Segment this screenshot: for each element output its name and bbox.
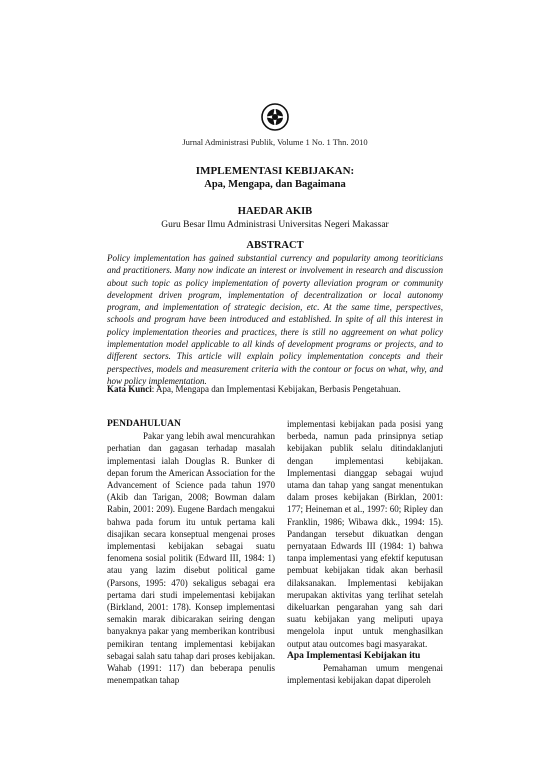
- right-column-paragraph: implementasi kebijakan pada posisi yang berbeda, namun pada prinsipnya setiap kebijakan publik selalu ditindaklanjuti dengan implementasi kebijakan. Implementasi dianggap sebagai wujud utama dan tahap yang sangat menentukan dalam proses kebijakan (Birklan, 2001: 177; Heineman et al., 1997: 60; Ripley dan Franklin, 1986; Wibawa dkk., 1994: 15). Pandangan tersebut dikuatkan dengan pernyataan Edwards III (1984: 1) bahwa tanpa implementasi yang efektif keputusan pembuat kebijakan tidak akan berhasil dilaksanakan. Implementasi kebijakan merupakan aktivitas yang terlihat setelah dikeluarkan pengarahan yang sah dari suatu kebijakan yang meliputi upaya mengelola input untuk menghasilkan output atau outcomes bagi masyarakat.: [287, 419, 443, 649]
- right-column: [287, 418, 443, 686]
- keywords-text: : Apa, Mengapa dan Implementasi Kebijakan, Berbasis Pengetahuan.: [151, 384, 401, 394]
- paper-title: IMPLEMENTASI KEBIJAKAN:: [195, 165, 355, 177]
- keywords: [107, 384, 467, 394]
- journal-logo-icon: [260, 102, 290, 132]
- section-heading-apa-implementasi: Apa Implementasi Kebijakan itu: [287, 650, 421, 661]
- journal-header: Jurnal Administrasi Publik, Volume 1 No. 1 Thn. 2010: [182, 137, 368, 147]
- right-column-paragraph-2: Pemahaman umum mengenai implementasi kebijakan dapat diperoleh: [287, 663, 443, 686]
- abstract-text: Policy implementation has gained substantial currency and popularity among teoriticians and practitioners. Many now indicate an interest or involvement in research and discussion about such topic as policy implementation of poverty alleviation program or community development driven program, implementation of decentralization or local autonomy program, and implementation of strategic decision, etc. At the same time, perspectives, schools and program have been introduced and established. In spite of all this interest in policy implementation theories and practices, there is still no aggreement on what policy implementation model applicable to all kinds of development programs or projects, and to different sectors. This article will explain policy implementation concepts and their perspectives, models and measurement criteria with the contour or focus on what, why, and how policy implementation.: [107, 253, 443, 386]
- left-column: [107, 418, 275, 686]
- section-heading-pendahuluan: PENDAHULUAN: [107, 419, 181, 429]
- author-name: HAEDAR AKIB: [237, 206, 313, 217]
- keywords-label: Kata Kunci: [107, 384, 152, 394]
- abstract-heading: ABSTRACT: [246, 240, 304, 251]
- author-affiliation: Guru Besar Ilmu Administrasi Universitas Negeri Makassar: [161, 220, 389, 230]
- left-column-paragraph: Pakar yang lebih awal mencurahkan perhatian dan gagasan terhadap masalah implementasi ialah Douglas R. Bunker di depan forum the American Association for the Advancement of Science pada tahun 1970 (Akib dan Tarigan, 2008; Bowman dalam Rabin, 2001: 209). Eugene Bardach mengakui bahwa pada forum itu untuk pertama kali disajikan secara konseptual mengenai proses implementasi kebijakan sebagai suatu fenomena sosial politik (Edward III, 1984: 1) atau yang lazim disebut political game (Parsons, 1995: 470) sekaligus sebagai era pertama dari studi impelementasi kebijakan (Birkland, 2001: 178). Konsep implementasi semakin marak dibicarakan seiring dengan banyaknya pakar yang memberikan kontribusi pemikiran tentang implementasi kebijakan sebagai salah satu tahap dari proses kebijakan. Wahab (1991: 117) dan beberapa penulis menempatkan tahap: [107, 431, 275, 686]
- paper-subtitle: Apa, Mengapa, dan Bagaimana: [204, 179, 346, 190]
